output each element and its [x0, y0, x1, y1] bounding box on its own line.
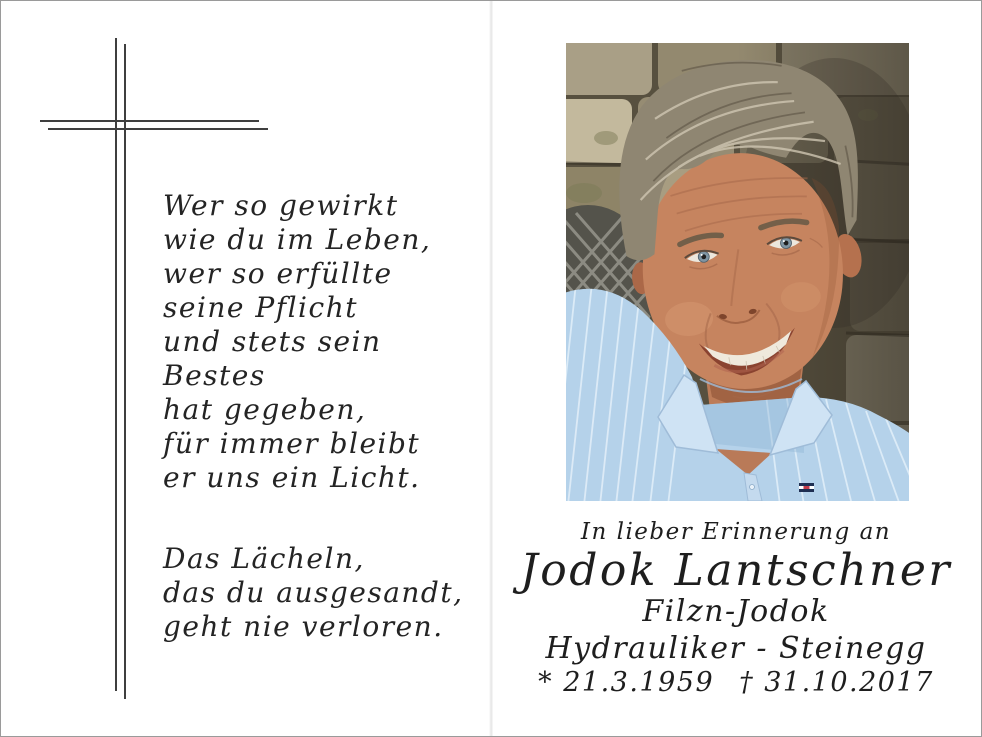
poem-line: er uns ein Licht. — [163, 461, 421, 494]
death-date: † 31.10.2017 — [739, 667, 934, 698]
poem-line: geht nie verloren. — [163, 610, 444, 643]
deceased-name: Jodok Lantschner — [520, 545, 952, 596]
intro-line: In lieber Erinnerung an — [580, 519, 892, 545]
poem-line: seine Pflicht — [163, 291, 358, 324]
cross-vertical-line-2 — [124, 44, 126, 699]
poem-line: das du ausgesandt, — [163, 576, 464, 609]
poem-stanza-2 — [163, 542, 473, 644]
poem-line: Wer so gewirkt — [163, 189, 399, 222]
poem-line: für immer bleibt — [163, 427, 421, 460]
portrait-photo — [566, 43, 909, 501]
life-dates — [493, 668, 979, 697]
poem-line: hat gegeben, — [163, 393, 367, 426]
poem-line: und stets sein Bestes — [163, 325, 382, 392]
nickname: Filzn-Jodok — [642, 594, 830, 629]
cross-horizontal-line-1 — [40, 120, 259, 122]
shirt-logo — [799, 483, 814, 492]
birth-date: * 21.3.1959 — [538, 667, 715, 698]
poem-line: wer so erfüllte — [163, 257, 393, 290]
occupation-place: Hydrauliker - Steinegg — [545, 631, 927, 666]
poem-stanza-1 — [163, 189, 473, 495]
poem-line: wie du im Leben, — [163, 223, 432, 256]
cross-horizontal-line-2 — [48, 128, 268, 130]
cross-vertical-line-1 — [115, 38, 117, 691]
poem-line: Das Lächeln, — [163, 542, 365, 575]
